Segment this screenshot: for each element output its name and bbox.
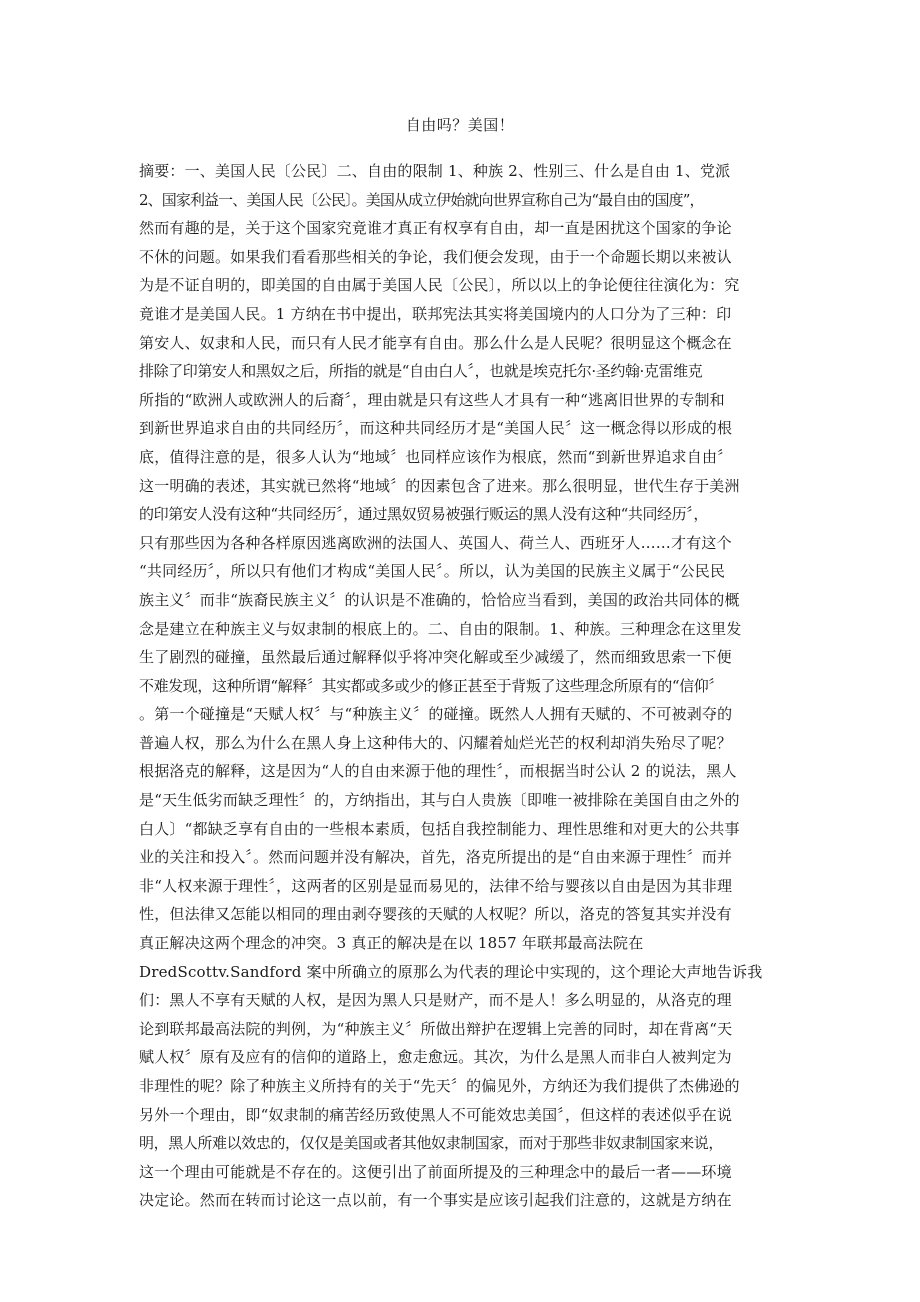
body-line: 论到联邦最高法院的判例，为“种族主义〞所做出辩护在逻辑上完善的同时，却在背离“天 [139,1019,733,1038]
body-line: 普遍人权，那么为什么在黑人身上这种伟大的、闪耀着灿烂光芒的权利却消失殆尽了呢？ [139,733,732,752]
body-line: 到新世界追求自由的共同经历〞，而这种共同经历才是“美国人民〞这一概念得以形成的根 [139,419,733,438]
body-line: 第安人、奴隶和人民，而只有人民才能享有自由。那么什么是人民呢？很明显这个概念在 [139,333,732,352]
body-line: 排除了印第安人和黑奴之后，所指的就是“自由白人〞，也就是埃克托尔·圣约翰·克雷维克 [139,362,703,381]
body-line: 摘要：一、美国人民〔公民〕二、自由的限制 1、种族 2、性别三、什么是自由 1、党派 [139,162,731,180]
body-line: 族主义〞而非“族裔民族主义〞的认识是不准确的，恰恰应当看到，美国的政治共同体的概 [139,590,740,609]
body-line: 明，黑人所难以效忠的，仅仅是美国或者其他奴隶制国家，而对于那些非奴隶制国家来说， [139,1134,724,1153]
body-line: 赋人权〞原有及应有的信仰的道路上，愈走愈远。其次，为什么是黑人而非白人被判定为 [139,1048,732,1067]
body-line: 白人〕“都缺乏享有自由的一些根本素质，包括自我控制能力、理性思维和对更大的公共事 [139,819,740,838]
body-line: 真正解决这两个理念的冲突。3 真正的解决是在以 1857 年联邦最高法院在 [139,934,644,953]
body-line: 这一个理由可能就是不存在的。这便引出了前面所提及的三种理念中的最后一者——环境 [139,1162,732,1181]
body-line: 另外一个理由，即“奴隶制的痛苦经历致使黑人不可能效忠美国〞，但这样的表述似乎在说 [139,1105,733,1124]
body-line: 只有那些因为各种各样原因逃离欧洲的法国人、英国人、荷兰人、西班牙人……才有这个 [139,533,732,552]
body-line: 所指的“欧洲人或欧洲人的后裔〞，理由就是只有这些人才具有一种“逃离旧世界的专制和 [139,390,725,409]
body-line: 们：黑人不享有天赋的人权，是因为黑人只是财产，而不是人！多么明显的，从洛克的理 [139,991,732,1010]
body-line: 不难发现，这种所谓“解释〞其实都或多或少的修正甚至于背叛了这些理念所原有的“信仰〞 [139,676,723,695]
body-line: 非“人权来源于理性〞，这两者的区别是显而易见的，法律不给与婴孩以自由是因为其非理 [139,876,733,895]
body-line: 是“天生低劣而缺乏理性〞的，方纳指出，其与白人贵族〔即唯一被排除在美国自由之外的 [139,791,740,810]
body-line: “共同经历〞，所以只有他们才构成“美国人民〞。所以，认为美国的民族主义属于“公民民 [139,562,726,581]
body-line: 决定论。然而在转而讨论这一点以前，有一个事实是应该引起我们注意的，这就是方纳在 [139,1191,732,1210]
page-title: 自由吗？美国！ [405,116,515,134]
body-line: 性，但法律又怎能以相同的理由剥夺婴孩的天赋的人权呢？所以，洛克的答复其实并没有 [139,905,732,924]
body-line: 非理性的呢？除了种族主义所持有的关于“先天〞的偏见外，方纳还为我们提供了杰佛逊的 [139,1077,740,1095]
body-line: 的印第安人没有这种“共同经历〞，通过黑奴贸易被强行贩运的黑人没有这种“共同经历〞， [139,505,708,524]
body-text [139,157,789,1215]
body-line: 然而有趣的是，关于这个国家究竟谁才真正有权享有自由，却一直是困扰这个国家的争论 [139,219,732,238]
body-line: DredScottv.Sandford 案中所确立的原那么为代表的理论中实现的，这个理论大声地告诉我 [139,962,763,981]
body-line: 根据洛克的解释，这是因为“人的自由来源于他的理性〞，而根据当时公认 2 的说法，黑人 [139,762,737,781]
body-line: 为是不证自明的，即美国的自由属于美国人民〔公民〕，所以以上的争论便往往演化为：究 [139,276,740,295]
body-line: 2、国家利益一、美国人民〔公民〕。美国从成立伊始就向世界宣称自己为“最自由的国度”， [139,190,704,209]
body-line: 。第一个碰撞是“天赋人权〞与“种族主义〞的碰撞。既然人人拥有天赋的、不可被剥夺的 [139,705,733,724]
body-line: 念是建立在种族主义与奴隶制的根底上的。二、自由的限制。1、种族。三种理念在这里发 [139,619,742,638]
body-line: 业的关注和投入〞。然而问题并没有解决，首先，洛克所提出的是“自由来源于理性〞而并 [139,848,733,867]
body-line: 不休的问题。如果我们看看那些相关的争论，我们便会发现，由于一个命题长期以来被认 [139,247,732,266]
body-line: 竟谁才是美国人民。1 方纳在书中提出，联邦宪法其实将美国境内的人口分为了三种：印 [139,304,732,323]
body-line: 底，值得注意的是，很多人认为“地域〞也同样应该作为根底，然而“到新世界追求自由〞 [139,447,733,466]
body-line: 生了剧烈的碰撞，虽然最后通过解释似乎将冲突化解或至少减缓了，然而细致思索一下便 [139,648,732,667]
body-line: 这一明确的表述，其实就已然将“地域〞的因素包含了进来。那么很明显，世代生存于美洲 [139,476,740,495]
